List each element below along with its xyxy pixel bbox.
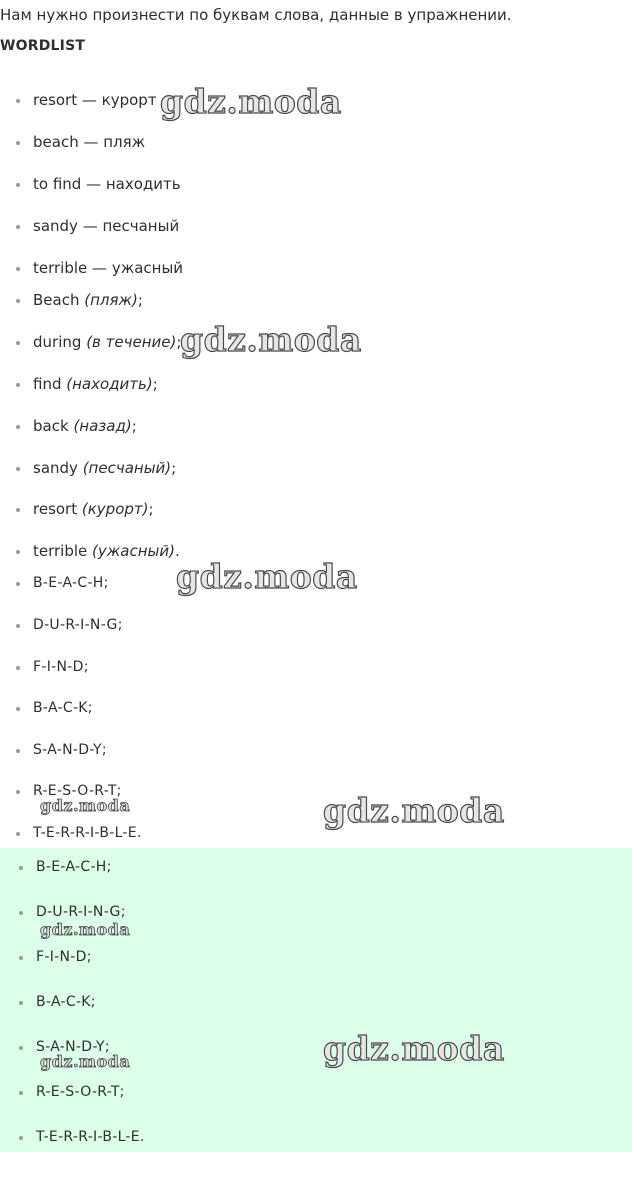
- hint: (курорт): [81, 500, 149, 518]
- word: resort: [33, 91, 78, 109]
- hint: (ужасный): [92, 542, 175, 560]
- list-item: [33, 258, 183, 278]
- hint: (назад): [73, 417, 132, 435]
- spelling-item: R-E-S-O-R-T;: [33, 783, 122, 799]
- list-item: [33, 216, 179, 236]
- list-item: find (находить);: [33, 375, 158, 393]
- highlighted-answer-block: [0, 848, 632, 1152]
- word: terrible: [33, 259, 88, 277]
- spelling-item: B-E-A-C-H;: [36, 859, 112, 875]
- dash: —: [87, 259, 112, 277]
- translation: пляж: [103, 133, 146, 151]
- intro-text: Нам нужно произнести по буквам слова, данные в упражнении.: [0, 6, 512, 24]
- translation: ужасный: [111, 259, 184, 277]
- list-item: [33, 90, 157, 110]
- spelling-item: T-E-R-R-I-B-L-E.: [36, 1129, 145, 1145]
- watermark-logo: gdz.moda: [40, 1052, 131, 1071]
- translation: песчаный: [102, 217, 180, 235]
- hint: (пляж): [84, 291, 138, 309]
- word: during: [33, 333, 82, 351]
- list-item: [33, 132, 145, 152]
- word: terrible: [33, 542, 88, 560]
- hint: (в течение): [86, 333, 177, 351]
- word: find: [33, 375, 62, 393]
- word: Beach: [33, 291, 80, 309]
- wordlist-heading: WORDLIST: [0, 38, 86, 54]
- list-item: resort (курорт);: [33, 500, 154, 518]
- spelling-item: R-E-S-O-R-T;: [36, 1084, 125, 1100]
- spelling-item: B-A-C-K;: [36, 994, 96, 1010]
- dash: —: [78, 133, 104, 151]
- dash: —: [77, 91, 102, 109]
- word: sandy: [33, 459, 78, 477]
- list-item: during (в течение);: [33, 333, 182, 351]
- spelling-item: S-A-N-D-Y;: [33, 742, 107, 758]
- list-item: Beach (пляж);: [33, 291, 143, 309]
- list-item: [33, 174, 181, 194]
- dash: —: [77, 217, 103, 235]
- word: resort: [33, 500, 78, 518]
- watermark-logo: gdz.moda: [323, 791, 505, 830]
- spelling-item: F-I-N-D;: [36, 949, 92, 965]
- list-item: back (назад);: [33, 417, 137, 435]
- spelling-item: D-U-R-I-N-G;: [33, 617, 123, 633]
- spelling-item: S-A-N-D-Y;: [36, 1039, 110, 1055]
- spelling-item: T-E-R-R-I-B-L-E.: [33, 825, 142, 841]
- spelling-item: B-E-A-C-H;: [33, 575, 109, 591]
- spelling-item: F-I-N-D;: [33, 659, 89, 675]
- watermark-logo: gdz.moda: [176, 557, 358, 596]
- dash: —: [81, 175, 106, 193]
- list-item: terrible (ужасный).: [33, 542, 180, 560]
- spelling-item: B-A-C-K;: [33, 700, 93, 716]
- list-item: sandy (песчаный);: [33, 459, 177, 477]
- word: back: [33, 417, 69, 435]
- hint: (песчаный): [82, 459, 172, 477]
- word: to find: [33, 175, 82, 193]
- hint: (находить): [66, 375, 153, 393]
- watermark-logo: gdz.moda: [40, 796, 131, 815]
- spelling-item: D-U-R-I-N-G;: [36, 904, 126, 920]
- word: beach: [33, 133, 79, 151]
- watermark-logo: gdz.moda: [323, 1029, 505, 1068]
- watermark-logo: gdz.moda: [160, 82, 342, 121]
- watermark-logo: gdz.moda: [180, 320, 362, 359]
- translation: курорт: [101, 91, 157, 109]
- watermark-logo: gdz.moda: [40, 920, 131, 939]
- translation: находить: [105, 175, 181, 193]
- word: sandy: [33, 217, 78, 235]
